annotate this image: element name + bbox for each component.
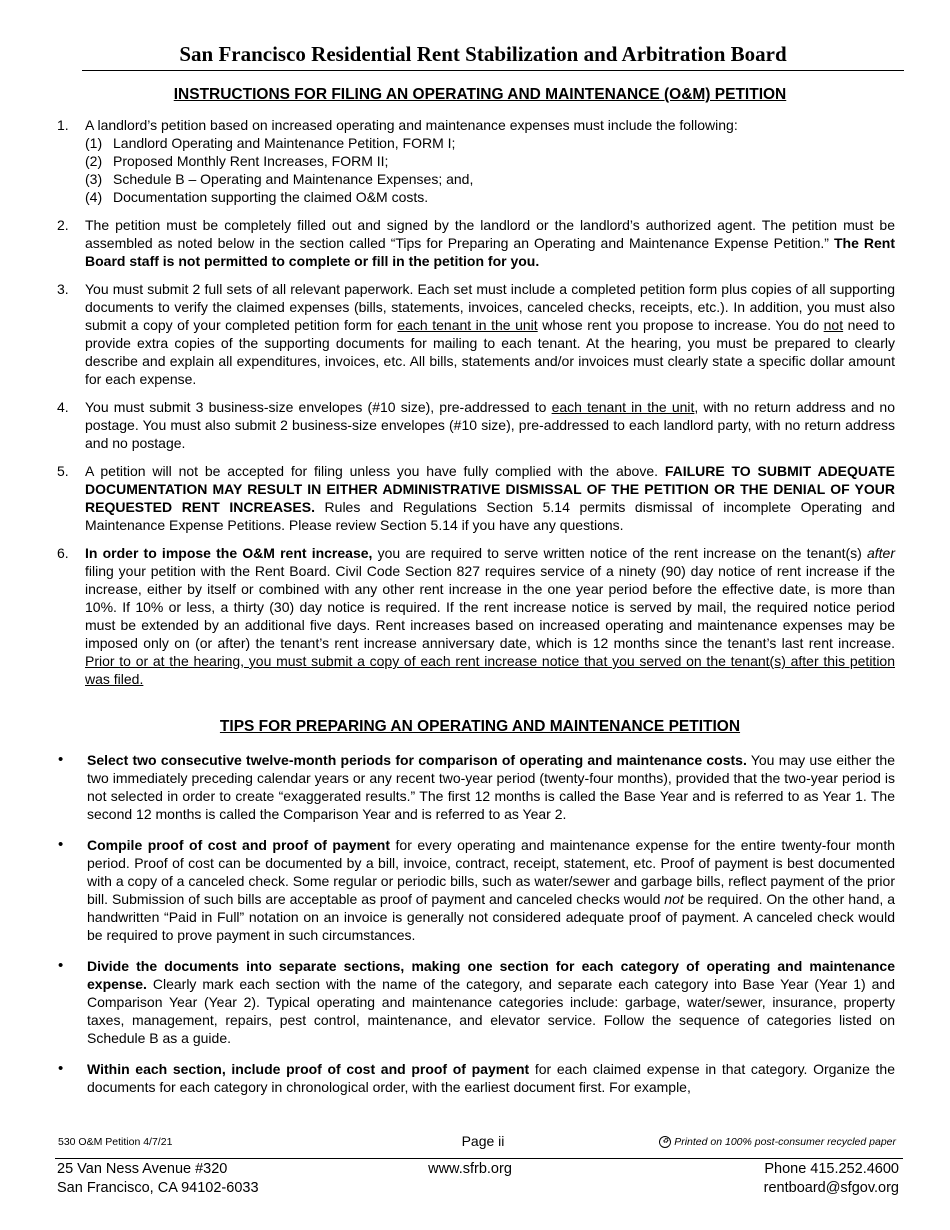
address-line: 25 Van Ness Avenue #320 (57, 1161, 228, 1177)
board-title: San Francisco Residential Rent Stabilization and Arbitration Board (179, 42, 787, 66)
website-link[interactable]: www.sfrb.org (428, 1161, 512, 1177)
bullet-icon: • (58, 751, 64, 768)
instruction-item-3: 3. You must submit 2 full sets of all relevant paperwork. Each set must include a completed petition form plus copies of all supporting documents to verify the claimed expenses (bills, statements, invoices, canceled checks, receipts, etc.). In addition, you must also submit a copy of your completed petition form for each tenant in the unit whose rent you propose to increase. You do not need to provide extra copies of the supporting documents for mailing to each tenant. At the hearing, you must be prepared to clearly describe and explain all expenditures, invoices, etc. All bills, statements and/or invoices must clearly state a specific dollar amount for each expense. (57, 281, 895, 387)
list-item: (1) Landlord Operating and Maintenance Petition, FORM I; (85, 135, 456, 151)
address-line: San Francisco, CA 94102-6033 (57, 1180, 259, 1196)
tips-heading: TIPS FOR PREPARING AN OPERATING AND MAINTENANCE PETITION (219, 718, 741, 735)
instruction-item-1 (57, 116, 895, 134)
item-number: 1. (57, 117, 69, 133)
item-text: A landlord’s petition based on increased operating and maintenance expenses must include the following: (85, 117, 738, 133)
tip-item-4: • Within each section, include proof of cost and proof of payment for each claimed expense in that category. Organize the documents for each category in chronological order, with the earliest document first. For example, (58, 1060, 895, 1095)
instruction-item-5: 5. A petition will not be accepted for filing unless you have fully complied with the above. FAILURE TO SUBMIT ADEQUATE DOCUMENTATION MAY RESULT IN EITHER ADMINISTRATIVE DISMISSAL OF THE PETITION OR THE DENIAL OF YOUR REQUESTED RENT INCREASES. Rules and Regulations Section 5.14 permits dismissal of incomplete Operating and Maintenance Expense Petitions. Please review Section 5.14 if you have any questions. (57, 463, 895, 533)
list-item: (2) Proposed Monthly Rent Increases, FORM II; (85, 153, 389, 169)
header-rule (82, 70, 904, 71)
footer-rule (55, 1158, 903, 1159)
tip-item-3: • Divide the documents into separate sections, making one section for each category of operating and maintenance expense. Clearly mark each section with the name of the category, and separate each category into Base Year (Year 1) and Comparison Year (Year 2). Typical operating and maintenance categories include: garbage, water/sewer, insurance, property taxes, management, repairs, pest control, maintenance, and elevator service. Follow the sequence of categories listed on Schedule B as a guide. (58, 957, 895, 1046)
contact-info (764, 1160, 899, 1198)
phone-number: Phone 415.252.4600 (764, 1161, 899, 1177)
instruction-item-2: 2. The petition must be completely filled out and signed by the landlord or the landlord’s authorized agent. The petition must be assembled as noted below in the section called “Tips for Preparing an Operating and Maintenance Expense Petition.” The Rent Board staff is not permitted to complete or fill in the petition for you. (57, 217, 896, 269)
instructions-list (57, 116, 895, 688)
bullet-icon: • (58, 1060, 64, 1077)
recycled-notice: ♻ Printed on 100% post-consumer recycled paper (659, 1136, 896, 1148)
list-item: (3) Schedule B – Operating and Maintenance Expenses; and, (85, 171, 474, 187)
instructions-heading: INSTRUCTIONS FOR FILING AN OPERATING AND MAINTENANCE (O&M) PETITION (173, 86, 787, 103)
instruction-item-6: 6. In order to impose the O&M rent increase, you are required to serve written notice of the rent increase on the tenant(s) after filing your petition with the Rent Board. Civil Code Section 827 requires service of a ninety (90) day notice of rent increase if the increase, either by itself or combined with any other rent increase in the one year period before the effective date, is more than 10%. If 10% or less, a thirty (30) day notice is required. If the rent increase notice is served by mail, the required notice period must be extended by an additional five days. Rent increases based on increased operating and maintenance expenses may be imposed only on (or after) the tenant’s rent increase anniversary date, which is 12 months since the tenant’s last rent increase. Prior to or at the hearing, you must submit a copy of each rent increase notice that you served on the tenant(s) after this petition was filed. (57, 545, 895, 687)
tip-item-1: • Select two consecutive twelve-month periods for comparison of operating and maintenance costs. You may use either the two immediately preceding calendar years or any recent two-year period (twenty-four months), provided that the two-year period is not selected in order to create “exaggerated results.” The first 12 months is called the Base Year and is referred to as Year 1. The second 12 months is called the Comparison Year and is referred to as Year 2. (58, 751, 895, 822)
bullet-icon: • (58, 957, 64, 974)
tips-list (57, 751, 895, 1096)
form-id: 530 O&M Petition 4/7/21 (58, 1136, 173, 1148)
page-number: Page ii (461, 1133, 505, 1149)
instruction-item-4: 4. You must submit 3 business-size envelopes (#10 size), pre-addressed to each tenant in the unit, with no return address and no postage. You must also submit 2 business-size envelopes (#10 size), pre-addressed to each landlord party, with no return address and no postage. (57, 399, 895, 451)
recycle-icon: ♻ (659, 1136, 671, 1148)
bullet-icon: • (58, 836, 64, 853)
email-link[interactable]: rentboard@sfgov.org (763, 1180, 899, 1196)
list-item: (4) Documentation supporting the claimed O&M costs. (85, 189, 429, 205)
tip-item-2: • Compile proof of cost and proof of payment for every operating and maintenance expense for the entire twenty-four month period. Proof of cost can be documented by a bill, invoice, contract, receipt, statement, etc. Proof of payment is best documented with a copy of a canceled check. Some regular or periodic bills, such as water/sewer and garbage bills, reflect payment of the prior bill. Submission of such bills are acceptable as proof of payment and canceled checks would not be required. On the other hand, a handwritten “Paid in Full” notation on an invoice is generally not considered adequate proof of payment. A canceled check would be required to prove payment in such circumstances. (58, 836, 896, 943)
required-documents-list (57, 134, 895, 206)
